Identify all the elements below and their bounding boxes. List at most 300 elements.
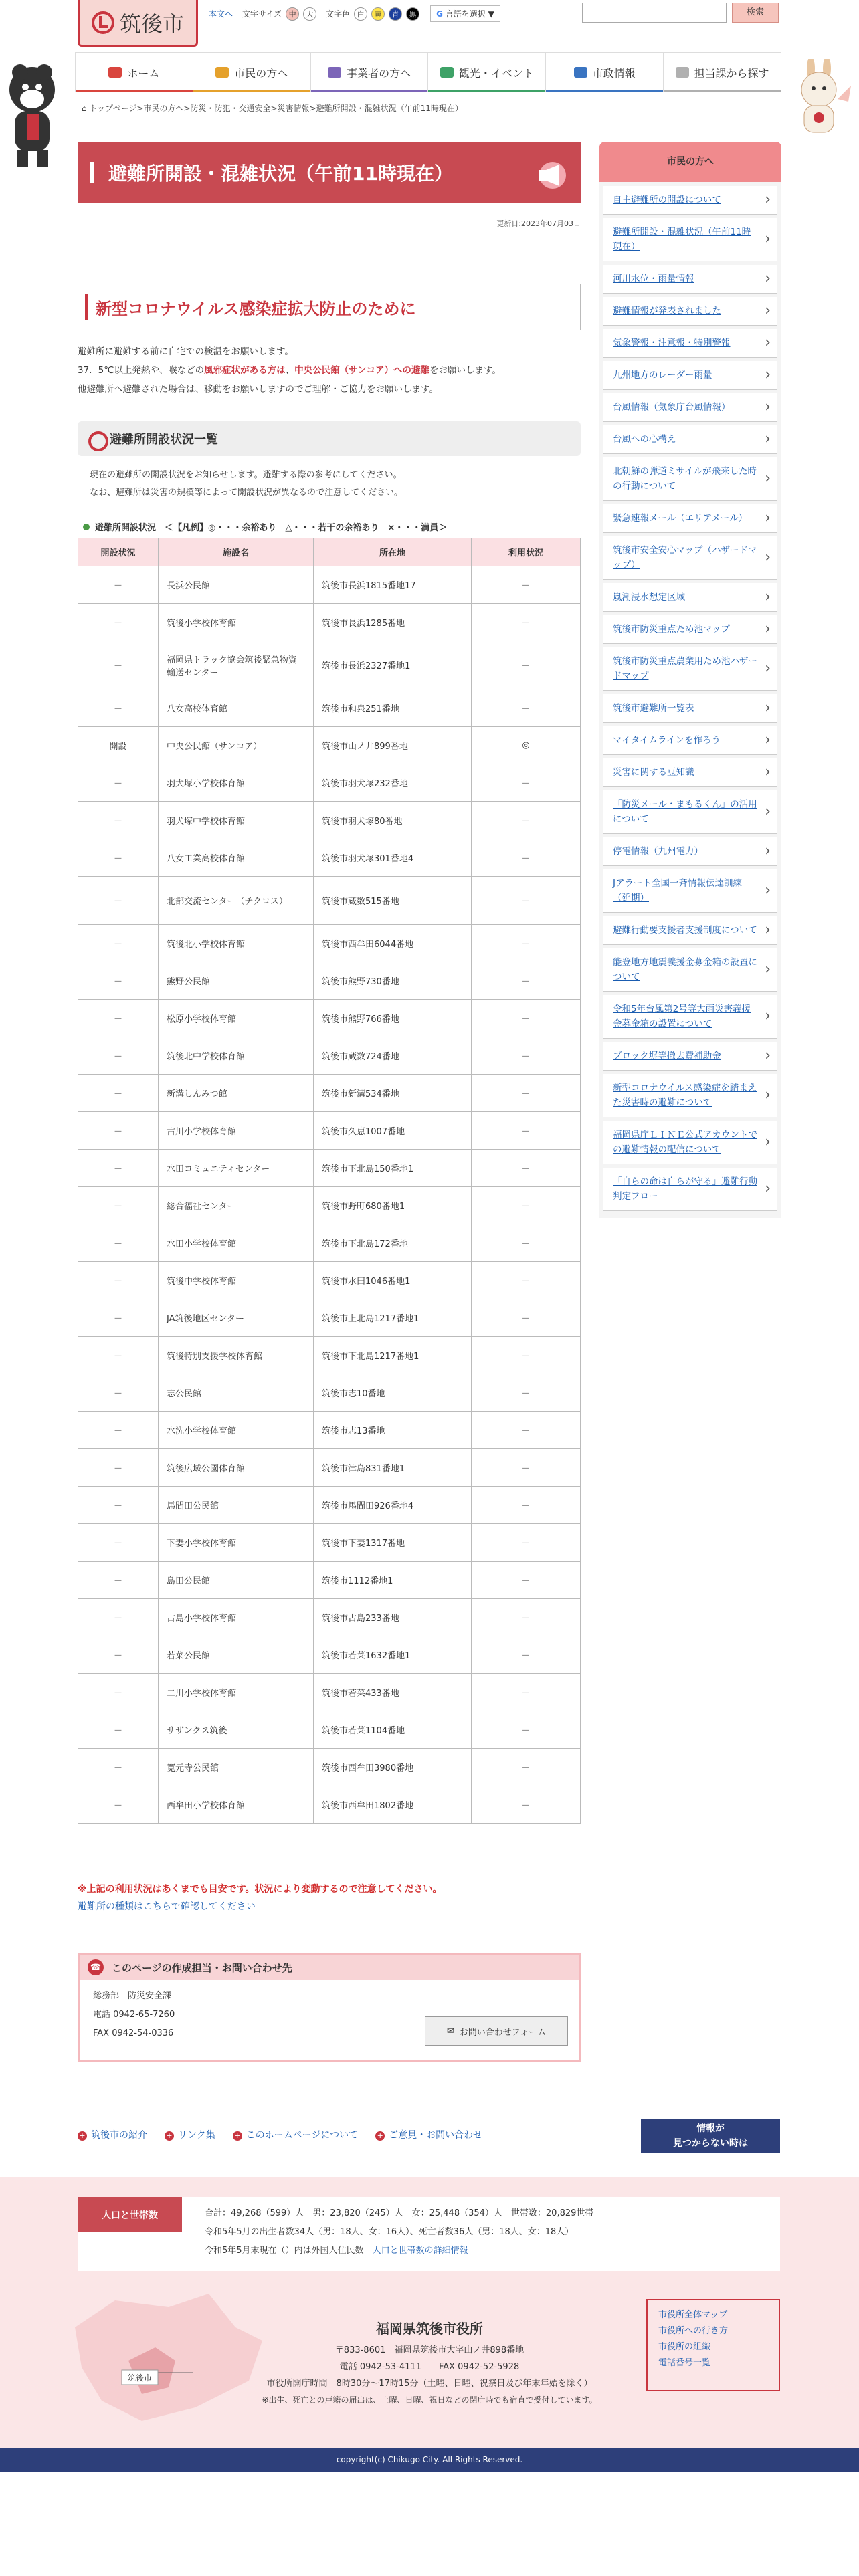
cell-address: 筑後市野町680番地1 bbox=[314, 1187, 472, 1224]
cell-usage: － bbox=[472, 1337, 581, 1374]
cell-facility: 総合福祉センター bbox=[159, 1187, 314, 1224]
legend bbox=[83, 520, 447, 533]
cell-facility: 西牟田小学校体育館 bbox=[159, 1786, 314, 1824]
population-note: 令和5年5月末現在（）内は外国人住民数 bbox=[205, 2246, 364, 2256]
city-hours: 市役所開庁時間 8時30分〜17時15分（土曜、日曜、祝祭日及び年末年始を除く） bbox=[266, 2379, 593, 2389]
population-line-3 bbox=[205, 2242, 593, 2260]
cell-address: 筑後市若菜433番地 bbox=[314, 1674, 472, 1711]
warning-text: ※上記の利用状況はあくまでも目安です。状況により変動するので注意してください。 bbox=[78, 1884, 442, 1895]
sidebar-item-4[interactable]: 気象警報・注意報・特別警報 › bbox=[603, 329, 777, 358]
cell-usage: － bbox=[472, 839, 581, 877]
mascot-left-image bbox=[0, 60, 64, 174]
table-body bbox=[78, 566, 581, 1824]
cell-status: － bbox=[78, 689, 159, 727]
population-line-2: 令和5年5月の出生者数34人（男：18人、女：16人）、死亡者数36人（男：18人、女：18人） bbox=[205, 2227, 574, 2237]
table-row bbox=[78, 1562, 581, 1599]
sidebar-item-11[interactable]: 嵐潮浸水想定区域 › bbox=[603, 583, 777, 612]
cell-status: － bbox=[78, 1449, 159, 1487]
sidebar-item-3[interactable]: 避難情報が発表されました › bbox=[603, 297, 777, 326]
site-logo[interactable] bbox=[78, 0, 198, 47]
cell-usage: － bbox=[472, 1037, 581, 1075]
nav-underline bbox=[76, 90, 193, 92]
nav-item-5[interactable] bbox=[664, 53, 781, 92]
city-link-0[interactable]: 市役所全体マップ bbox=[658, 2310, 728, 2320]
cell-facility: 水田コミュニティセンター bbox=[159, 1150, 314, 1187]
table-row bbox=[78, 1150, 581, 1187]
city-links-box bbox=[646, 2299, 780, 2391]
table-row bbox=[78, 802, 581, 839]
cell-facility: 寛元寺公民館 bbox=[159, 1749, 314, 1786]
skip-to-content-link[interactable]: 本文へ bbox=[209, 9, 233, 19]
sidebar-item-17[interactable]: 「防災メール・まもるくん」の活用について › bbox=[603, 790, 777, 834]
nav-item-0[interactable] bbox=[75, 53, 193, 92]
cell-address: 筑後市西牟田1802番地 bbox=[314, 1786, 472, 1824]
nav-item-3[interactable] bbox=[428, 53, 546, 92]
table-row bbox=[78, 641, 581, 689]
intro-line-1: 現在の避難所の開設状況をお知らせします。避難する際の参考にしてください。 bbox=[90, 470, 402, 480]
map-label: 筑後市 bbox=[127, 2373, 153, 2383]
cell-address: 筑後市水田1046番地1 bbox=[314, 1262, 472, 1299]
table-row bbox=[78, 1337, 581, 1374]
table-row bbox=[78, 1224, 581, 1262]
cell-address: 筑後市志13番地 bbox=[314, 1412, 472, 1449]
city-note: ※出生、死亡との戸籍の届出は、土曜、日曜、祝日などの閉庁時でも宿直で受付しています。 bbox=[262, 2395, 597, 2405]
contact-form-label: お問い合わせフォーム bbox=[459, 2027, 547, 2038]
notice-heading: 新型コロナウイルス感染症拡大防止のために bbox=[78, 284, 581, 330]
cell-status: － bbox=[78, 925, 159, 962]
nav-icon bbox=[676, 67, 689, 78]
megaphone-icon bbox=[526, 158, 573, 191]
table-row bbox=[78, 1112, 581, 1150]
cell-facility: 若菜公民館 bbox=[159, 1636, 314, 1674]
cell-usage: － bbox=[472, 1224, 581, 1262]
notice-line-3: 他避難所へ避難された場合は、移動をお願いしますのでご理解・ご協力をお願いします。 bbox=[78, 384, 438, 395]
table-row bbox=[78, 925, 581, 962]
cell-usage: － bbox=[472, 1262, 581, 1299]
contact-box bbox=[78, 1953, 581, 2062]
sidebar-item-5[interactable]: 九州地方のレーダー雨量 › bbox=[603, 361, 777, 390]
sidebar-item-18[interactable]: 停電情報（九州電力） › bbox=[603, 837, 777, 866]
cell-address: 筑後市久恵1007番地 bbox=[314, 1112, 472, 1150]
cell-facility: 松原小学校体育館 bbox=[159, 1000, 314, 1037]
cell-address: 筑後市西牟田3980番地 bbox=[314, 1749, 472, 1786]
color-blue-button[interactable]: 青 bbox=[389, 7, 402, 21]
sidebar-item-6[interactable]: 台風情報（気象庁台風情報） › bbox=[603, 393, 777, 422]
page-title-bar bbox=[78, 142, 581, 203]
cell-usage: － bbox=[472, 1150, 581, 1187]
contact-heading bbox=[80, 1955, 579, 1980]
cell-usage: － bbox=[472, 1000, 581, 1037]
cell-usage: ◎ bbox=[472, 727, 581, 764]
table-row bbox=[78, 1412, 581, 1449]
legend-dot-icon bbox=[83, 524, 90, 530]
cell-usage: － bbox=[472, 1487, 581, 1524]
breadcrumb[interactable]: ⌂ トップページ>市民の方へ>防災・防犯・交通安全>災害情報>避難所開設・混雑状況（午前11時現在） bbox=[82, 104, 463, 113]
cell-usage: － bbox=[472, 566, 581, 604]
shelter-table bbox=[78, 538, 581, 1824]
sidebar-item-24[interactable]: 新型コロナウイルス感染症を踏まえた災害時の避難について › bbox=[603, 1074, 777, 1117]
legend-text: 避難所開設状況 ＜【凡例】◎・・・余裕あり △・・・若干の余裕あり ×・・・満員＞ bbox=[95, 523, 448, 533]
city-link-2[interactable]: 市役所の組織 bbox=[658, 2342, 711, 2352]
nav-icon bbox=[215, 67, 229, 78]
cell-status: － bbox=[78, 566, 159, 604]
contact-dept: 総務部 防災安全課 bbox=[93, 1991, 172, 2001]
cell-facility: 水洗小学校体育館 bbox=[159, 1412, 314, 1449]
cell-facility: 古島小学校体育館 bbox=[159, 1599, 314, 1636]
sidebar bbox=[599, 142, 781, 1218]
population-detail-link[interactable]: 人口と世帯数の詳細情報 bbox=[372, 2246, 468, 2256]
cell-facility: 中央公民館（サンコア） bbox=[159, 727, 314, 764]
sidebar-item-2[interactable]: 河川水位・雨量情報 › bbox=[603, 265, 777, 294]
city-link-1[interactable]: 市役所への行き方 bbox=[658, 2326, 729, 2336]
plus-icon: + bbox=[165, 2131, 174, 2141]
cell-status: － bbox=[78, 1711, 159, 1749]
cell-usage: － bbox=[472, 877, 581, 925]
cell-address: 筑後市和泉251番地 bbox=[314, 689, 472, 727]
sidebar-item-23[interactable]: ブロック塀等撤去費補助金 › bbox=[603, 1042, 777, 1071]
nav-label: 担当課から探す bbox=[694, 66, 769, 80]
cell-status: － bbox=[78, 1374, 159, 1412]
cell-usage: － bbox=[472, 802, 581, 839]
shelter-types-link[interactable]: 避難所の種類はこちらで確認してください bbox=[78, 1901, 256, 1912]
search-input[interactable] bbox=[582, 3, 727, 23]
table-row bbox=[78, 1037, 581, 1075]
cell-status: － bbox=[78, 1075, 159, 1112]
cell-address: 筑後市蔵数515番地 bbox=[314, 877, 472, 925]
cell-facility: 羽犬塚小学校体育館 bbox=[159, 764, 314, 802]
cell-facility: 熊野公民館 bbox=[159, 962, 314, 1000]
cell-usage: － bbox=[472, 1636, 581, 1674]
sidebar-item-20[interactable]: 避難行動要支援者支援制度について › bbox=[603, 916, 777, 945]
cell-facility: 筑後小学校体育館 bbox=[159, 604, 314, 641]
cell-address: 筑後市羽犬塚232番地 bbox=[314, 764, 472, 802]
notice-line-2a: 37．5℃以上発熱や、喉などの bbox=[78, 365, 205, 376]
cell-address: 筑後市古島233番地 bbox=[314, 1599, 472, 1636]
color-label: 文字色 bbox=[326, 9, 351, 19]
table-row bbox=[78, 877, 581, 925]
cell-facility: 羽犬塚中学校体育館 bbox=[159, 802, 314, 839]
cell-address: 筑後市山ノ井899番地 bbox=[314, 727, 472, 764]
plus-icon: + bbox=[233, 2131, 242, 2141]
table-row bbox=[78, 1674, 581, 1711]
cell-status: － bbox=[78, 1112, 159, 1150]
cell-facility: 古川小学校体育館 bbox=[159, 1112, 314, 1150]
font-medium-button[interactable]: 中 bbox=[286, 7, 299, 21]
cell-usage: － bbox=[472, 689, 581, 727]
cell-status: － bbox=[78, 1037, 159, 1075]
cell-usage: － bbox=[472, 1187, 581, 1224]
cell-address: 筑後市志10番地 bbox=[314, 1374, 472, 1412]
intro-text bbox=[90, 467, 403, 502]
contact-title: このページの作成担当・お問い合わせ先 bbox=[112, 1961, 292, 1974]
cell-address: 筑後市若菜1104番地 bbox=[314, 1711, 472, 1749]
table-row bbox=[78, 1786, 581, 1824]
table-row bbox=[78, 1262, 581, 1299]
cell-usage: － bbox=[472, 1299, 581, 1337]
population-box bbox=[78, 2197, 780, 2271]
table-row bbox=[78, 1711, 581, 1749]
footer-link-label: 筑後市の紹介 bbox=[91, 2130, 147, 2141]
cell-facility: 島田公民館 bbox=[159, 1562, 314, 1599]
cell-usage: － bbox=[472, 1449, 581, 1487]
footer-link-label: リンク集 bbox=[178, 2130, 215, 2141]
phone-icon: ☎ bbox=[88, 1959, 104, 1975]
cell-status: － bbox=[78, 1599, 159, 1636]
table-row bbox=[78, 1599, 581, 1636]
notice-line-2 bbox=[78, 361, 581, 380]
table-row bbox=[78, 1374, 581, 1412]
table-row bbox=[78, 566, 581, 604]
font-large-button[interactable]: 大 bbox=[303, 7, 316, 21]
cell-status: － bbox=[78, 1187, 159, 1224]
cell-facility: 北部交流センター（チクロス） bbox=[159, 877, 314, 925]
nav-icon bbox=[108, 67, 122, 78]
cell-usage: － bbox=[472, 764, 581, 802]
table-row bbox=[78, 1749, 581, 1786]
cell-facility: 新溝しんみつ館 bbox=[159, 1075, 314, 1112]
footer-link-label: このホームページについて bbox=[246, 2130, 359, 2141]
population-text bbox=[205, 2204, 593, 2260]
cell-facility: 志公民館 bbox=[159, 1374, 314, 1412]
cell-status: － bbox=[78, 764, 159, 802]
cell-address: 筑後市熊野730番地 bbox=[314, 962, 472, 1000]
cell-usage: － bbox=[472, 1711, 581, 1749]
cell-status: － bbox=[78, 1224, 159, 1262]
notice-line-1: 避難所に避難する前に自宅での検温をお願いします。 bbox=[78, 346, 294, 357]
cell-status: － bbox=[78, 1337, 159, 1374]
updated-date: 更新日:2023年07月03日 bbox=[496, 219, 581, 228]
cell-facility: JA筑後地区センター bbox=[159, 1299, 314, 1337]
cell-status: － bbox=[78, 839, 159, 877]
cell-address: 筑後市上北島1217番地1 bbox=[314, 1299, 472, 1337]
cell-facility: 筑後特別支援学校体育館 bbox=[159, 1337, 314, 1374]
cell-status: － bbox=[78, 1524, 159, 1562]
copyright: copyright(c) Chikugo City. All Rights Reserved. bbox=[0, 2448, 859, 2472]
nav-item-2[interactable] bbox=[311, 53, 429, 92]
nav-icon bbox=[328, 67, 341, 78]
cell-usage: － bbox=[472, 1749, 581, 1786]
cell-status: － bbox=[78, 1674, 159, 1711]
language-select-label: 言語を選択 bbox=[445, 9, 486, 19]
utility-bar bbox=[209, 5, 500, 22]
cell-address: 筑後市若菜1632番地1 bbox=[314, 1636, 472, 1674]
sidebar-item-15[interactable]: マイタイムラインを作ろう › bbox=[603, 726, 777, 755]
table-row bbox=[78, 1000, 581, 1037]
cell-facility: 筑後中学校体育館 bbox=[159, 1262, 314, 1299]
cell-status: － bbox=[78, 1487, 159, 1524]
nav-label: 事業者の方へ bbox=[347, 66, 411, 80]
contact-form-button[interactable] bbox=[425, 2016, 568, 2046]
footer-link-1[interactable] bbox=[165, 2128, 215, 2141]
global-nav bbox=[75, 52, 781, 92]
footer-link-0[interactable] bbox=[78, 2128, 147, 2141]
nav-icon bbox=[574, 67, 587, 78]
table-row bbox=[78, 1487, 581, 1524]
nav-underline bbox=[664, 90, 781, 92]
sidebar-item-19[interactable]: Jアラート全国一斉情報伝達訓練（延期） › bbox=[603, 869, 777, 913]
sidebar-item-1[interactable]: 避難所開設・混雑状況（午前11時現在） › bbox=[603, 218, 777, 261]
cell-status: － bbox=[78, 1262, 159, 1299]
nav-underline bbox=[428, 90, 545, 92]
cell-address: 筑後市羽犬塚301番地4 bbox=[314, 839, 472, 877]
sidebar-item-12[interactable]: 筑後市防災重点ため池マップ › bbox=[603, 615, 777, 644]
cell-status: － bbox=[78, 1786, 159, 1824]
table-row bbox=[78, 764, 581, 802]
cell-usage: － bbox=[472, 962, 581, 1000]
sidebar-item-21[interactable]: 能登地方地震義援金募金箱の設置について › bbox=[603, 948, 777, 992]
sidebar-item-0[interactable]: 自主避難所の開設について › bbox=[603, 186, 777, 215]
color-yellow-button[interactable]: 黄 bbox=[371, 7, 385, 21]
col-header-address: 所在地 bbox=[314, 538, 472, 566]
cell-status: － bbox=[78, 1150, 159, 1187]
table-row bbox=[78, 1075, 581, 1112]
sidebar-item-7[interactable]: 台風への心構え › bbox=[603, 425, 777, 454]
cell-facility: 長浜公民館 bbox=[159, 566, 314, 604]
city-address: 〒833-8601 福岡県筑後市大字山ノ井898番地 bbox=[335, 2345, 524, 2355]
fontsize-label: 文字サイズ bbox=[242, 9, 282, 19]
city-phone: 電話 0942-53-4111 FAX 0942-52-5928 bbox=[339, 2362, 520, 2372]
cell-status: 開設 bbox=[78, 727, 159, 764]
notice-line-2b: 風邪症状がある方は bbox=[204, 365, 286, 376]
cell-status: － bbox=[78, 877, 159, 925]
nav-underline bbox=[193, 90, 310, 92]
cell-facility: 八女工業高校体育館 bbox=[159, 839, 314, 877]
cell-address: 筑後市1112番地1 bbox=[314, 1562, 472, 1599]
city-link-3[interactable]: 電話番号一覧 bbox=[658, 2358, 711, 2368]
footer-link-2[interactable] bbox=[233, 2128, 358, 2141]
col-header-facility: 施設名 bbox=[159, 538, 314, 566]
sidebar-item-13[interactable]: 筑後市防災重点農業用ため池ハザードマップ › bbox=[603, 647, 777, 691]
cell-address: 筑後市羽犬塚80番地 bbox=[314, 802, 472, 839]
warning-block bbox=[78, 1881, 442, 1915]
table-row bbox=[78, 1449, 581, 1487]
cell-usage: － bbox=[472, 1786, 581, 1824]
cell-usage: － bbox=[472, 1374, 581, 1412]
not-found-line-1: 情報が bbox=[696, 2123, 725, 2134]
notice-line-2d: 中央公民館（サンコア）への避難 bbox=[294, 365, 430, 376]
sidebar-item-25[interactable]: 福岡県庁ＬＩＮＥ公式アカウントでの避難情報の配信について › bbox=[603, 1121, 777, 1164]
table-row bbox=[78, 1299, 581, 1337]
plus-icon: + bbox=[78, 2131, 87, 2141]
cell-address: 筑後市下北島150番地1 bbox=[314, 1150, 472, 1187]
sidebar-item-26[interactable]: 「自らの命は自らが守る」避難行動判定フロー › bbox=[603, 1168, 777, 1211]
cell-usage: － bbox=[472, 1112, 581, 1150]
nav-item-4[interactable] bbox=[546, 53, 664, 92]
cell-usage: － bbox=[472, 1524, 581, 1562]
nav-label: ホーム bbox=[127, 66, 160, 80]
notice-line-2e: をお願いします。 bbox=[430, 365, 501, 376]
intro-line-2: なお、避難所は災害の規模等によって開設状況が異なるので注意してください。 bbox=[90, 488, 403, 498]
cell-facility: 下妻小学校体育館 bbox=[159, 1524, 314, 1562]
cell-facility: 筑後広域公園体育館 bbox=[159, 1449, 314, 1487]
section-heading: 避難所開設状況一覧 bbox=[78, 421, 581, 456]
cell-usage: － bbox=[472, 1412, 581, 1449]
cell-status: － bbox=[78, 1299, 159, 1337]
notice-text bbox=[78, 342, 581, 399]
breadcrumb-text[interactable]: トップページ>市民の方へ>防災・防犯・交通安全>災害情報>避難所開設・混雑状況（午前11時現在） bbox=[89, 104, 463, 113]
language-select[interactable]: G 言語を選択 ▼ bbox=[430, 5, 500, 22]
cell-status: － bbox=[78, 1562, 159, 1599]
page-title: 避難所開設・混雑状況（午前11時現在） bbox=[108, 163, 453, 185]
cell-address: 筑後市津島831番地1 bbox=[314, 1449, 472, 1487]
cell-address: 筑後市馬間田926番地4 bbox=[314, 1487, 472, 1524]
cell-address: 筑後市西牟田6044番地 bbox=[314, 925, 472, 962]
sidebar-item-16[interactable]: 災害に関する豆知識 › bbox=[603, 758, 777, 787]
cell-address: 筑後市下妻1317番地 bbox=[314, 1524, 472, 1562]
nav-icon bbox=[440, 67, 454, 78]
color-white-button[interactable]: 白 bbox=[354, 7, 367, 21]
cell-address: 筑後市長浜1285番地 bbox=[314, 604, 472, 641]
cell-facility: サザンクス筑後 bbox=[159, 1711, 314, 1749]
mail-icon: ✉ bbox=[446, 2026, 454, 2036]
cell-address: 筑後市下北島1217番地1 bbox=[314, 1337, 472, 1374]
nav-underline bbox=[546, 90, 663, 92]
cell-usage: － bbox=[472, 1562, 581, 1599]
table-row bbox=[78, 1187, 581, 1224]
not-found-button[interactable] bbox=[641, 2119, 780, 2153]
nav-label: 市政情報 bbox=[592, 66, 636, 80]
nav-label: 市民の方へ bbox=[234, 66, 288, 80]
footer-link-label: ご意見・お問い合わせ bbox=[389, 2130, 483, 2141]
nav-item-1[interactable] bbox=[193, 53, 311, 92]
cell-facility: 福岡県トラック協会筑後緊急物資輸送センター bbox=[159, 641, 314, 689]
population-line-1: 合計：49,268（599）人 男：23,820（245）人 女：25,448（354）人 世帯数：20,829世帯 bbox=[205, 2208, 594, 2218]
header bbox=[0, 0, 859, 52]
cell-address: 筑後市長浜2327番地1 bbox=[314, 641, 472, 689]
cell-status: － bbox=[78, 641, 159, 689]
site-name: 筑後市 bbox=[119, 11, 184, 37]
cell-usage: － bbox=[472, 1075, 581, 1112]
sidebar-item-9[interactable]: 緊急速報メール（エリアメール） › bbox=[603, 504, 777, 533]
population-tag: 人口と世帯数 bbox=[78, 2197, 182, 2232]
cell-status: － bbox=[78, 802, 159, 839]
cell-status: － bbox=[78, 604, 159, 641]
footer-link-3[interactable] bbox=[375, 2128, 482, 2141]
cell-facility: 筑後北中学校体育館 bbox=[159, 1037, 314, 1075]
city-hall-info bbox=[201, 2342, 658, 2409]
cell-status: － bbox=[78, 1749, 159, 1786]
sidebar-item-14[interactable]: 筑後市避難所一覧表 › bbox=[603, 694, 777, 723]
col-header-usage: 利用状況 bbox=[472, 538, 581, 566]
cell-facility: 二川小学校体育館 bbox=[159, 1674, 314, 1711]
cell-address: 筑後市熊野766番地 bbox=[314, 1000, 472, 1037]
color-black-button[interactable]: 黒 bbox=[406, 7, 419, 21]
cell-facility: 水田小学校体育館 bbox=[159, 1224, 314, 1262]
cell-usage: － bbox=[472, 641, 581, 689]
cell-status: － bbox=[78, 1412, 159, 1449]
city-hall-name: 福岡県筑後市役所 bbox=[376, 2321, 483, 2337]
sidebar-item-8[interactable]: 北朝鮮の弾道ミサイルが飛来した時の行動について › bbox=[603, 457, 777, 501]
cell-usage: － bbox=[472, 1599, 581, 1636]
cell-address: 筑後市下北島172番地 bbox=[314, 1224, 472, 1262]
table-row bbox=[78, 604, 581, 641]
sidebar-list bbox=[599, 182, 781, 1218]
table-row bbox=[78, 839, 581, 877]
table-header-row bbox=[78, 538, 581, 566]
mascot-right-image bbox=[784, 59, 856, 152]
table-row bbox=[78, 689, 581, 727]
sidebar-item-22[interactable]: 令和5年台風第2号等大雨災害義援金募金箱の設置について › bbox=[603, 995, 777, 1039]
table-row bbox=[78, 962, 581, 1000]
cell-status: － bbox=[78, 1000, 159, 1037]
sidebar-item-10[interactable]: 筑後市安全安心マップ（ハザードマップ） › bbox=[603, 536, 777, 580]
table-row bbox=[78, 1636, 581, 1674]
not-found-line-2: 見つからない時は bbox=[673, 2138, 748, 2149]
table-row bbox=[78, 1524, 581, 1562]
cell-address: 筑後市新溝534番地 bbox=[314, 1075, 472, 1112]
search-button[interactable]: 検索 bbox=[732, 3, 779, 23]
cell-status: － bbox=[78, 962, 159, 1000]
